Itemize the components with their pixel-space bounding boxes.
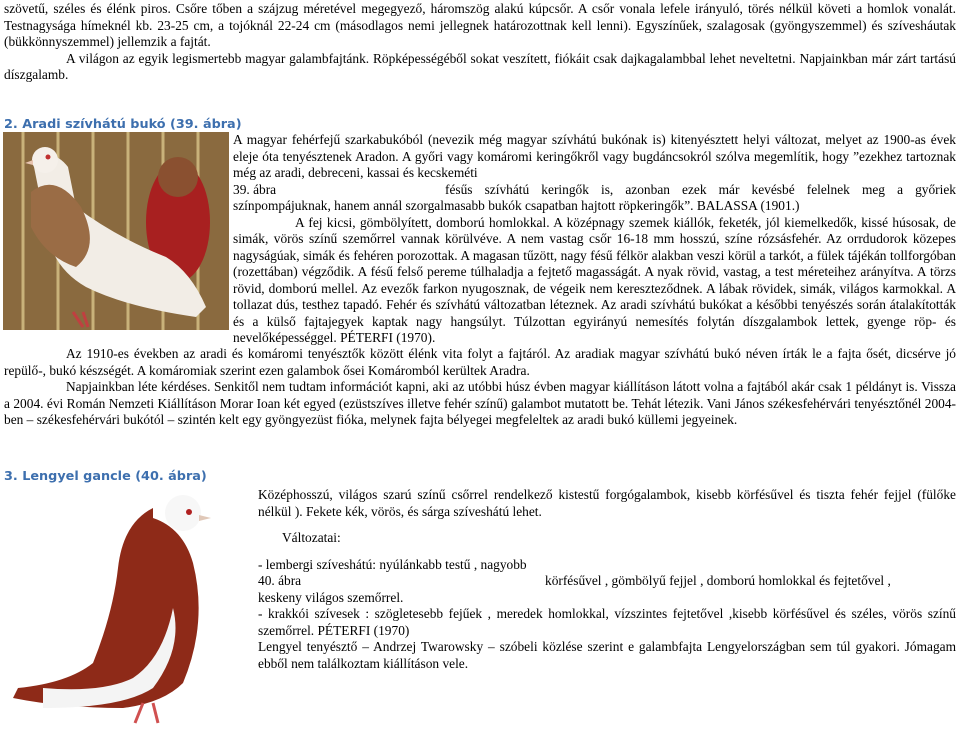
top-paragraph-1: szövetű, széles és élénk piros. Csőre tőben a szájzug méretével megegyező, háromszög alakú kúpcsőr. A csőr vonala lefele irányuló, törés nélkül követi a homlok vonalát. Testnagysága hímeknél kb. 23-25 cm, a tojóknál 22-24 cm (másodlagos nemi jellegnek határozottnak kell lenni). Egyszínűek, szalagosak (gyöngyszemmel) és szívesháutak (bükkönnyszemmel) jellemzik a fajtát.: [4, 1, 956, 49]
top-paragraph-2: A világon az egyik legismertebb magyar galambfajtánk. Röpképességéből sokat veszített, fiókáit csak dajkagalambbal lehet neveltetni. Napjainkban már zárt tartású díszgalamb.: [4, 50, 956, 82]
section3-paragraph-2: Lengyel tenyésztő – Andrzej Twarowsky – szóbeli közlése szerint e galambfajta Lengyelországban sem túl gyakori. Jómagam ebből nem találkoztam kiállításon vele.: [258, 639, 956, 671]
variant-1-line: - lembergi szíveshátú: nyúlánkabb testű , nagyobb: [258, 556, 527, 572]
spacer: [258, 547, 956, 557]
variant-1-rest: körfésűvel , gömbölyű fejjel , domború homlokkal és fejtetővel ,: [545, 573, 891, 588]
variants-title: Változatai:: [282, 530, 341, 545]
section2-heading: 2. Aradi szívhátú bukó (39. ábra): [4, 117, 242, 132]
variant-1-end: keskeny világos szemőrrel.: [258, 589, 404, 605]
section2-paragraph-3: Az 1910-es években az aradi és komáromi tenyésztők között élénk vita folyt a fajtáról. Az aradiak magyar szívhátú bukó néven írták le a fajta ősét, dicsérve jó repülő-, bukó készségét. A komáromiak szerint ezen galambok ősei Komáromból kerültek Aradra.: [4, 346, 956, 378]
figure-39-caption: 39. ábra: [233, 181, 277, 197]
section2-figure-line: [233, 182, 956, 215]
variant-2: - krakkói szívesek : szögletesebb fejűek , meredek homlokkal, vízszintes fejtetővel ,kisebb körfésűvel és széles, vörös színű szemőrrel. PÉTERFI (1970): [258, 606, 956, 638]
section3-heading: 3. Lengyel gancle (40. ábra): [4, 469, 207, 484]
section3-paragraph-1: Középhosszú, világos szarú színű csőrrel rendelkező kistestű forgógalambok, kisebb körfésűvel és tiszta fehér fejjel (fülőke nélkül ). Fekete kék, vörös, és sárga szíveshátú lehet.: [258, 487, 956, 519]
section2-paragraph-4: Napjainkban léte kérdéses. Senkitől nem tudtam információt kapni, aki az utóbbi húsz évben magyar kiállításon látott volna a fajtából akár csak 1 példányt is. Vissza a 2004. évi Román Nemzeti Kiállításon Morar Ioan két egyed (ezüstszíves illetve fehér színű) galambot mutatott be. Tehát létezik. Vani János székesfehérvári tenyésztőnél 2004-ben – székesfehérvári bukótól – szintén kelt egy gyöngyezüst fióka, melynek fajta bélyegei megfeleltek az aradi bukó küllemi jegyeinek.: [4, 379, 956, 427]
section3-right-column: [258, 487, 956, 672]
figure-40-caption: 40. ábra: [258, 573, 302, 588]
section2-right-column: [233, 132, 956, 347]
top-text: [4, 1, 956, 84]
section2-paragraph-1: A magyar fehérfejű szarkabukóból (nevezik még magyar szívhátú bukónak is) kitenyésztett helyi változat, melyet az 1900-as évek eleje óta tenyésztenek Aradon. A győri vagy komáromi keringőkről vagy bugdáncsokról szólva megemlítik, hogy ”ezekhez tartoznak még az aradi, debreceni, kassai és kecskeméti: [233, 132, 956, 180]
variant-1-figure-line: [258, 573, 956, 590]
figure-39-pigeon-photo: [3, 132, 229, 330]
section2-paragraph-1-cont: fésűs szívhátú keringők is, azonban ezek már kevésbé felelnek meg a győriek színpompájuknak, hanem annál szorgalmasabb bukók csapatban hajtott röpkeringők”. BALASSA (1901.): [233, 181, 956, 213]
figure-40-pigeon-photo: [3, 488, 243, 728]
section2-paragraph-2: A fej kicsi, gömbölyített, domború homlokkal. A középnagy szemek kiállók, feketék, jól kiemelkedők, kissé húsosak, de simák, vörös színű szemőrrel vannak körülvéve. A nem vastag csőr 16-18 mm hosszú, színe rózsásfehér. Az orrdudorok közepes nagyságúak, simák és fehéren porozottak. A magasan tűzött, nagy fésű félkör alakban veszi körül a tarkót, a fülek tájékán tollforgóban (rozettában) végződik. A fésű felső pereme túlhaladja a fejtető magasságát. A nyak rövid, vastag, a test méreteihez arányítva. A törzs rövid, domború mellel. Az evezők farkon nyugosznak, de végeik nem kereszteződnek. A lábak rövidek, simák, világos karmokkal. A tollazat dús, testhez tapadó. Fehér és szívhátú változatban léteznek. Az aradi szívhátú bukókat a későbbi tenyészés során átalakították és a külső fajtajegyek kaptak nagy hangsúlyt. Túlzottan egyirányú nemesítés folytán díszgalambok lettek, gyenge röp- és nevelőképességgel. PÉTERFI (1970).: [233, 214, 956, 345]
spacer: [258, 520, 956, 530]
section2-bottom-text: [4, 346, 956, 429]
